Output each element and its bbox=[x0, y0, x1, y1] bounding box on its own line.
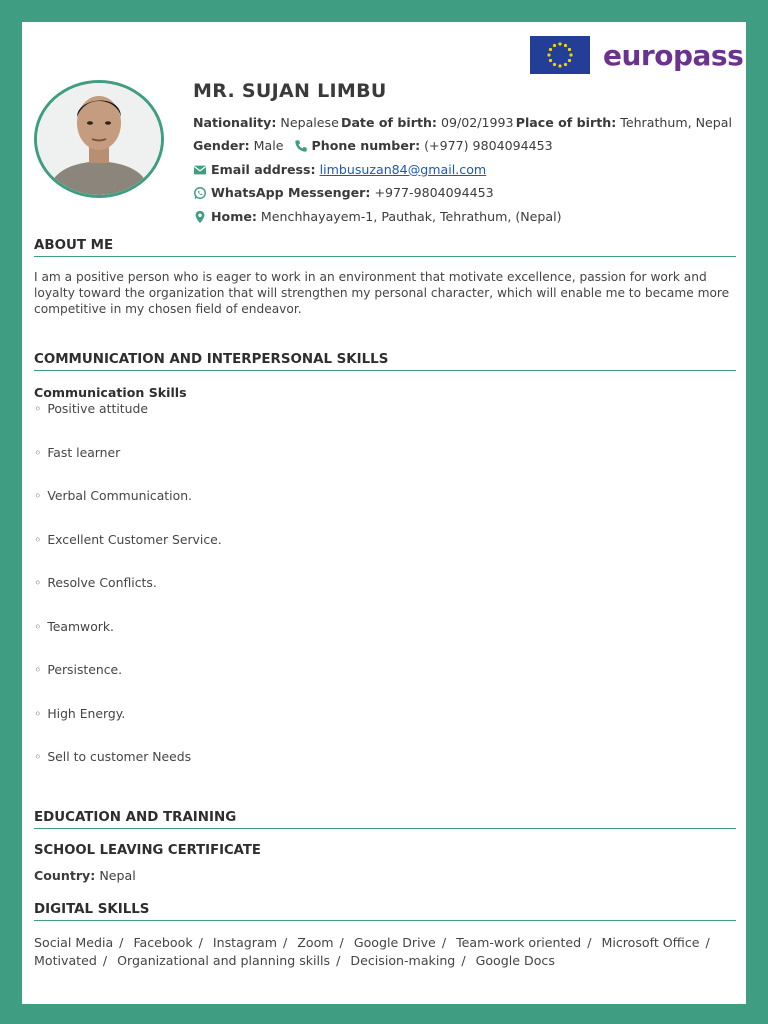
about-text: I am a positive person who is eager to work in an environment that motivate excellence, passion for work and loyalty toward the organization that will strengthen my personal character, which will enable me to became more competitive in my chosen field of endeavor. bbox=[34, 270, 730, 316]
skill-item: Instagram bbox=[212, 935, 277, 950]
skill-item: Zoom bbox=[297, 935, 334, 950]
gender-label: Gender: bbox=[193, 138, 250, 154]
whatsapp-value: +977-9804094453 bbox=[374, 185, 494, 201]
about-section bbox=[34, 238, 736, 317]
skill-item: Motivated bbox=[34, 953, 97, 968]
digital-skills-list: Social Media / Facebook / Instagram / Zoom / Google Drive / Team-work oriented / Microsoft Office / Motivated / Organizational and planning skills / Decision-making / Google Docs bbox=[34, 935, 710, 968]
country-value: Nepal bbox=[99, 868, 136, 883]
phone-icon bbox=[294, 139, 308, 153]
cv-page bbox=[22, 22, 746, 1004]
skill-item: Social Media bbox=[34, 935, 114, 950]
nationality-label: Nationality: bbox=[193, 114, 277, 130]
home-value: Menchhayayem-1, Pauthak, Tehrathum, (Nepal) bbox=[260, 208, 562, 224]
skill-item: Microsoft Office bbox=[601, 935, 700, 950]
location-pin-icon bbox=[193, 210, 207, 224]
email-icon bbox=[193, 163, 207, 177]
email-link[interactable]: limbusuzan84@gmail.com bbox=[319, 161, 487, 177]
personal-info bbox=[193, 80, 732, 229]
skill-item: Decision-making bbox=[350, 953, 456, 968]
communication-title: COMMUNICATION AND INTERPERSONAL SKILLS bbox=[34, 352, 736, 371]
about-title: ABOUT ME bbox=[34, 238, 736, 257]
email-row bbox=[193, 158, 732, 182]
country-row bbox=[34, 868, 736, 883]
communication-list bbox=[34, 400, 736, 792]
country-label: Country: bbox=[34, 868, 96, 883]
education-title: EDUCATION AND TRAINING bbox=[34, 810, 736, 829]
skill-item: Google Drive bbox=[353, 935, 436, 950]
communication-subtitle: Communication Skills bbox=[34, 385, 187, 400]
phone-label: Phone number: bbox=[311, 138, 421, 154]
whatsapp-icon bbox=[193, 186, 207, 200]
list-item: ◦ Excellent Customer Service. bbox=[34, 531, 736, 575]
digital-title: DIGITAL SKILLS bbox=[34, 902, 736, 921]
eu-flag-icon bbox=[530, 36, 590, 74]
pob-value: Tehrathum, Nepal bbox=[620, 114, 732, 130]
phone-value: (+977) 9804094453 bbox=[424, 138, 553, 154]
list-item: ◦ Resolve Conflicts. bbox=[34, 574, 736, 618]
nationality-row bbox=[193, 111, 732, 135]
email-label: Email address: bbox=[211, 161, 316, 177]
certificate-title: SCHOOL LEAVING CERTIFICATE bbox=[34, 843, 261, 858]
education-section bbox=[34, 810, 736, 883]
europass-logo-text: europass bbox=[603, 38, 744, 72]
home-label: Home: bbox=[211, 208, 257, 224]
home-row bbox=[193, 205, 732, 229]
full-name: MR. SUJAN LIMBU bbox=[193, 80, 387, 102]
digital-section bbox=[34, 902, 736, 970]
skill-item: Facebook bbox=[133, 935, 193, 950]
pob-label: Place of birth: bbox=[515, 114, 617, 130]
gender-phone-row bbox=[193, 135, 732, 159]
list-item: ◦ Sell to customer Needs bbox=[34, 748, 736, 792]
list-item: ◦ Persistence. bbox=[34, 661, 736, 705]
list-item: ◦ Fast learner bbox=[34, 444, 736, 488]
dob-value: 09/02/1993 bbox=[440, 114, 514, 130]
list-item: ◦ Verbal Communication. bbox=[34, 487, 736, 531]
communication-section bbox=[34, 352, 736, 792]
europass-logo bbox=[530, 36, 743, 74]
profile-photo bbox=[34, 80, 164, 198]
list-item: ◦ Positive attitude bbox=[34, 400, 736, 444]
skill-item: Google Docs bbox=[475, 953, 555, 968]
list-item: ◦ High Energy. bbox=[34, 705, 736, 749]
list-item: ◦ Teamwork. bbox=[34, 618, 736, 662]
skill-item: Organizational and planning skills bbox=[117, 953, 331, 968]
whatsapp-row bbox=[193, 182, 732, 206]
nationality-value: Nepalese bbox=[280, 114, 339, 130]
skill-item: Team-work oriented bbox=[456, 935, 582, 950]
whatsapp-label: WhatsApp Messenger: bbox=[211, 185, 371, 201]
dob-label: Date of birth: bbox=[340, 114, 437, 130]
gender-value: Male bbox=[253, 138, 284, 154]
